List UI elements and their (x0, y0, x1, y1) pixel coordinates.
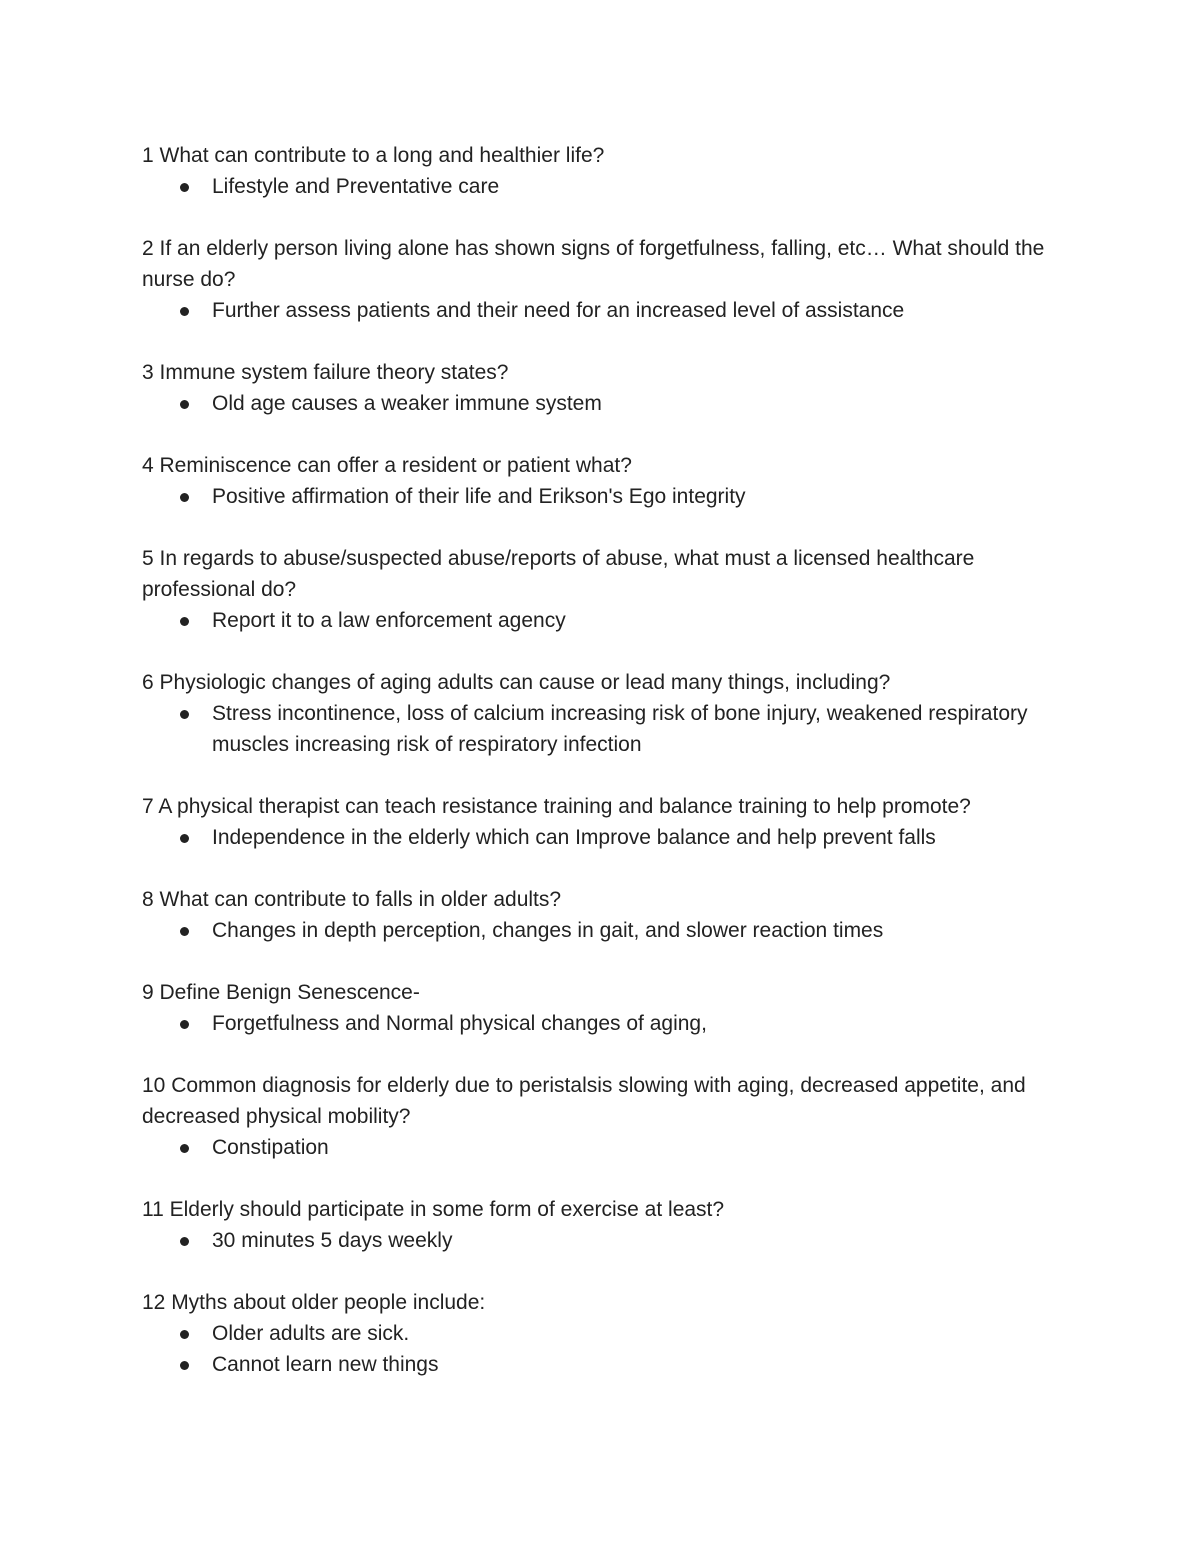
answer-text: Constipation (212, 1136, 329, 1159)
answer-list (142, 481, 1062, 512)
answer-list (142, 1318, 1062, 1380)
question-text: 1 What can contribute to a long and healthier life? (142, 144, 605, 167)
bullet-icon (180, 617, 189, 626)
document-page (142, 140, 1062, 1411)
qa-item-2 (142, 233, 1062, 326)
question-text: 9 Define Benign Senescence- (142, 981, 420, 1004)
answer-item (142, 1318, 1062, 1349)
question-text: 11 Elderly should participate in some form of exercise at least? (142, 1198, 725, 1221)
answer-item (142, 605, 1062, 636)
answer-text: Positive affirmation of their life and Erikson's Ego integrity (212, 485, 746, 508)
question-text: 3 Immune system failure theory states? (142, 361, 509, 384)
answer-list (142, 822, 1062, 853)
qa-item-5 (142, 543, 1062, 636)
answer-text: Cannot learn new things (212, 1353, 439, 1376)
qa-item-9 (142, 977, 1062, 1039)
question-text: 6 Physiologic changes of aging adults can cause or lead many things, including? (142, 671, 891, 694)
answer-list (142, 1132, 1062, 1163)
qa-item-6 (142, 667, 1062, 760)
answer-text: Stress incontinence, loss of calcium increasing risk of bone injury, weakened respiratory muscles increasing risk of respiratory infection (212, 702, 1028, 756)
qa-item-4 (142, 450, 1062, 512)
bullet-icon (180, 183, 189, 192)
qa-item-12 (142, 1287, 1062, 1380)
bullet-icon (180, 307, 189, 316)
answer-item (142, 1008, 1062, 1039)
answer-item (142, 915, 1062, 946)
answer-text: Old age causes a weaker immune system (212, 392, 602, 415)
answer-item (142, 481, 1062, 512)
bullet-icon (180, 1330, 189, 1339)
answer-list (142, 388, 1062, 419)
answer-text: Report it to a law enforcement agency (212, 609, 566, 632)
answer-list (142, 295, 1062, 326)
question-text: 2 If an elderly person living alone has shown signs of forgetfulness, falling, etc… What should the nurse do? (142, 237, 1045, 291)
qa-item-10 (142, 1070, 1062, 1163)
answer-text: Lifestyle and Preventative care (212, 175, 500, 198)
bullet-icon (180, 1237, 189, 1246)
answer-item (142, 1349, 1062, 1380)
bullet-icon (180, 400, 189, 409)
bullet-icon (180, 834, 189, 843)
answer-text: 30 minutes 5 days weekly (212, 1229, 453, 1252)
bullet-icon (180, 710, 189, 719)
answer-text: Forgetfulness and Normal physical changes of aging, (212, 1012, 707, 1035)
answer-list (142, 171, 1062, 202)
question-text: 5 In regards to abuse/suspected abuse/reports of abuse, what must a licensed healthcare professional do? (142, 547, 975, 601)
qa-item-7 (142, 791, 1062, 853)
answer-text: Changes in depth perception, changes in gait, and slower reaction times (212, 919, 884, 942)
answer-text: Further assess patients and their need for an increased level of assistance (212, 299, 905, 322)
question-text: 12 Myths about older people include: (142, 1291, 486, 1314)
answer-item (142, 295, 1062, 326)
answer-item (142, 1225, 1062, 1256)
qa-item-3 (142, 357, 1062, 419)
answer-list (142, 605, 1062, 636)
answer-item (142, 698, 1062, 760)
bullet-icon (180, 927, 189, 936)
answer-list (142, 915, 1062, 946)
bullet-icon (180, 1361, 189, 1370)
question-text: 10 Common diagnosis for elderly due to peristalsis slowing with aging, decreased appetite, and decreased physical mobility? (142, 1074, 1026, 1128)
bullet-icon (180, 1144, 189, 1153)
answer-list (142, 1008, 1062, 1039)
answer-text: Independence in the elderly which can Improve balance and help prevent falls (212, 826, 936, 849)
answer-item (142, 388, 1062, 419)
bullet-icon (180, 493, 189, 502)
question-text: 7 A physical therapist can teach resistance training and balance training to help promote? (142, 795, 971, 818)
answer-list (142, 1225, 1062, 1256)
bullet-icon (180, 1020, 189, 1029)
qa-item-8 (142, 884, 1062, 946)
qa-item-11 (142, 1194, 1062, 1256)
answer-list (142, 698, 1062, 760)
answer-item (142, 1132, 1062, 1163)
answer-item (142, 822, 1062, 853)
answer-item (142, 171, 1062, 202)
question-text: 4 Reminiscence can offer a resident or patient what? (142, 454, 632, 477)
answer-text: Older adults are sick. (212, 1322, 410, 1345)
qa-item-1 (142, 140, 1062, 202)
question-text: 8 What can contribute to falls in older adults? (142, 888, 562, 911)
